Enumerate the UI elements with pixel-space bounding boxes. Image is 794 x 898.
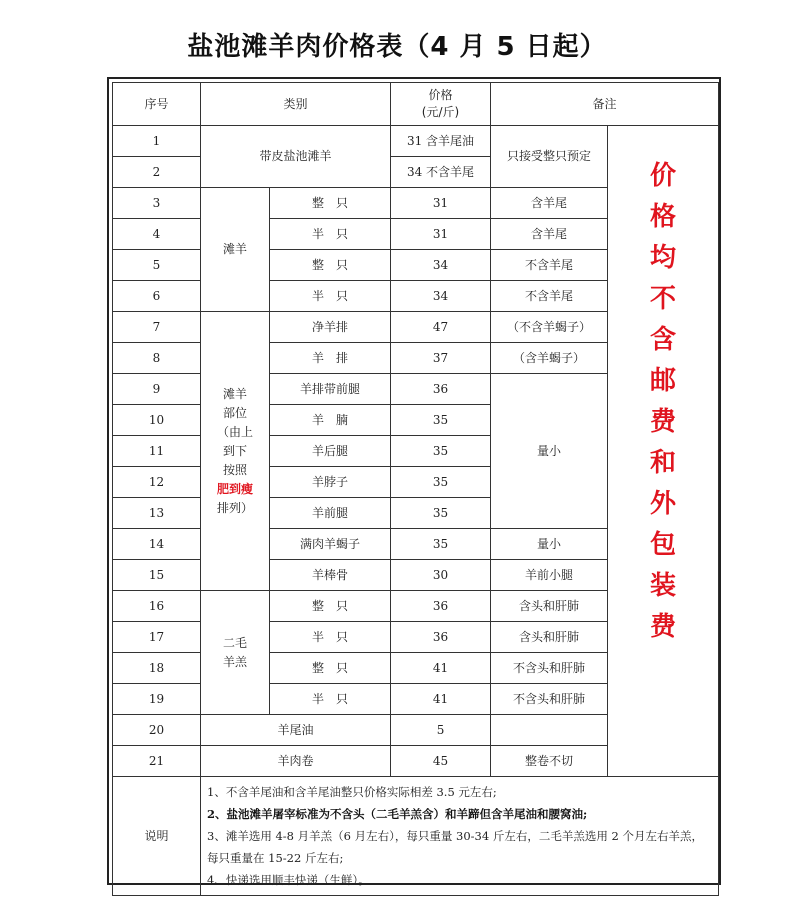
row-price: 30 bbox=[391, 560, 491, 591]
row-price: 31 bbox=[391, 219, 491, 250]
price-table bbox=[112, 82, 719, 896]
row-no: 14 bbox=[113, 529, 201, 560]
row-item: 羊肉卷 bbox=[201, 746, 391, 777]
row-no: 19 bbox=[113, 684, 201, 715]
row-price: 35 bbox=[391, 467, 491, 498]
header-type: 类别 bbox=[201, 83, 391, 126]
row-no: 11 bbox=[113, 436, 201, 467]
row-remark: 整卷不切 bbox=[491, 746, 608, 777]
header-price bbox=[391, 83, 491, 126]
row-item: 半 只 bbox=[270, 622, 391, 653]
table-row bbox=[113, 126, 719, 157]
row-remark: 不含头和肝肺 bbox=[491, 653, 608, 684]
row-remark: （不含羊蝎子） bbox=[491, 312, 608, 343]
row-no: 12 bbox=[113, 467, 201, 498]
row-price: 36 bbox=[391, 622, 491, 653]
row-item: 半 只 bbox=[270, 281, 391, 312]
row-item: 羊排带前腿 bbox=[270, 374, 391, 405]
row-no: 3 bbox=[113, 188, 201, 219]
row-price: 36 bbox=[391, 374, 491, 405]
row-remark: 不含羊尾 bbox=[491, 250, 608, 281]
row-price: 34 不含羊尾 bbox=[391, 157, 491, 188]
row-remark: （含羊蝎子） bbox=[491, 343, 608, 374]
row-remark bbox=[491, 715, 608, 746]
row-no: 18 bbox=[113, 653, 201, 684]
header-price-unit: (元/斤) bbox=[421, 105, 460, 119]
row-item: 半 只 bbox=[270, 219, 391, 250]
row-price: 35 bbox=[391, 498, 491, 529]
row-price: 36 bbox=[391, 591, 491, 622]
row-remark: 不含羊尾 bbox=[491, 281, 608, 312]
note-2: 2、盐池滩羊屠宰标准为不含头（二毛羊羔含）和羊蹄但含羊尾油和腰窝油; bbox=[207, 807, 588, 821]
group-label: 二毛 羊羔 bbox=[201, 591, 270, 715]
row-item: 羊前腿 bbox=[270, 498, 391, 529]
row-item: 整 只 bbox=[270, 250, 391, 281]
row-price: 41 bbox=[391, 653, 491, 684]
group-label: 带皮盐池滩羊 bbox=[201, 126, 391, 188]
notes-row bbox=[113, 777, 719, 896]
row-item: 整 只 bbox=[270, 188, 391, 219]
row-remark: 含羊尾 bbox=[491, 188, 608, 219]
row-remark: 含头和肝肺 bbox=[491, 591, 608, 622]
row-no: 7 bbox=[113, 312, 201, 343]
side-note: 价 格 均 不 含 邮 费 和 外 包 装 费 bbox=[608, 126, 719, 777]
highlight-text: 肥到瘦 bbox=[216, 481, 253, 496]
row-no: 21 bbox=[113, 746, 201, 777]
row-item: 羊 腩 bbox=[270, 405, 391, 436]
note-1: 1、不含羊尾油和含羊尾油整只价格实际相差 3.5 元左右; bbox=[207, 785, 497, 799]
row-no: 6 bbox=[113, 281, 201, 312]
row-no: 17 bbox=[113, 622, 201, 653]
row-remark: 羊前小腿 bbox=[491, 560, 608, 591]
row-no: 2 bbox=[113, 157, 201, 188]
header-row bbox=[113, 83, 719, 126]
note-4: 4、快递选用顺丰快递（生鲜）。 bbox=[207, 873, 370, 887]
row-no: 9 bbox=[113, 374, 201, 405]
row-remark: 只接受整只预定 bbox=[491, 126, 608, 188]
row-price: 5 bbox=[391, 715, 491, 746]
row-no: 13 bbox=[113, 498, 201, 529]
row-item: 整 只 bbox=[270, 591, 391, 622]
row-item: 羊棒骨 bbox=[270, 560, 391, 591]
row-remark: 含羊尾 bbox=[491, 219, 608, 250]
row-item: 羊尾油 bbox=[201, 715, 391, 746]
row-item: 半 只 bbox=[270, 684, 391, 715]
row-remark: 量小 bbox=[491, 529, 608, 560]
row-no: 20 bbox=[113, 715, 201, 746]
row-price: 37 bbox=[391, 343, 491, 374]
row-no: 15 bbox=[113, 560, 201, 591]
page-title: 盐池滩羊肉价格表（4 月 5 日起） bbox=[187, 32, 607, 62]
row-no: 5 bbox=[113, 250, 201, 281]
row-price: 45 bbox=[391, 746, 491, 777]
row-price: 35 bbox=[391, 436, 491, 467]
row-item: 净羊排 bbox=[270, 312, 391, 343]
row-price: 34 bbox=[391, 281, 491, 312]
row-price: 31 bbox=[391, 188, 491, 219]
note-3: 3、滩羊选用 4-8 月羊羔（6 月左右），每只重量 30-34 斤左右，二毛羊羔选用 2 个月左右羊羔，每只重量在 15-22 斤左右; bbox=[207, 829, 703, 865]
row-price: 35 bbox=[391, 405, 491, 436]
notes-label: 说明 bbox=[113, 777, 201, 896]
header-no: 序号 bbox=[113, 83, 201, 126]
row-no: 1 bbox=[113, 126, 201, 157]
header-remark: 备注 bbox=[491, 83, 719, 126]
row-no: 10 bbox=[113, 405, 201, 436]
row-item: 羊脖子 bbox=[270, 467, 391, 498]
row-price: 31 含羊尾油 bbox=[391, 126, 491, 157]
notes-content bbox=[201, 777, 719, 896]
header-price-label: 价格 bbox=[428, 88, 453, 102]
row-item: 羊后腿 bbox=[270, 436, 391, 467]
row-no: 16 bbox=[113, 591, 201, 622]
row-item: 羊 排 bbox=[270, 343, 391, 374]
group-label: 滩羊 bbox=[201, 188, 270, 312]
row-price: 47 bbox=[391, 312, 491, 343]
row-no: 4 bbox=[113, 219, 201, 250]
row-remark: 含头和肝肺 bbox=[491, 622, 608, 653]
row-price: 34 bbox=[391, 250, 491, 281]
row-remark: 不含头和肝肺 bbox=[491, 684, 608, 715]
row-remark: 量小 bbox=[491, 374, 608, 529]
row-item: 满肉羊蝎子 bbox=[270, 529, 391, 560]
row-item: 整 只 bbox=[270, 653, 391, 684]
row-price: 41 bbox=[391, 684, 491, 715]
row-no: 8 bbox=[113, 343, 201, 374]
row-price: 35 bbox=[391, 529, 491, 560]
group-label: 滩羊 部位 （由上 到下 按照 肥到瘦 排列） bbox=[201, 312, 270, 591]
